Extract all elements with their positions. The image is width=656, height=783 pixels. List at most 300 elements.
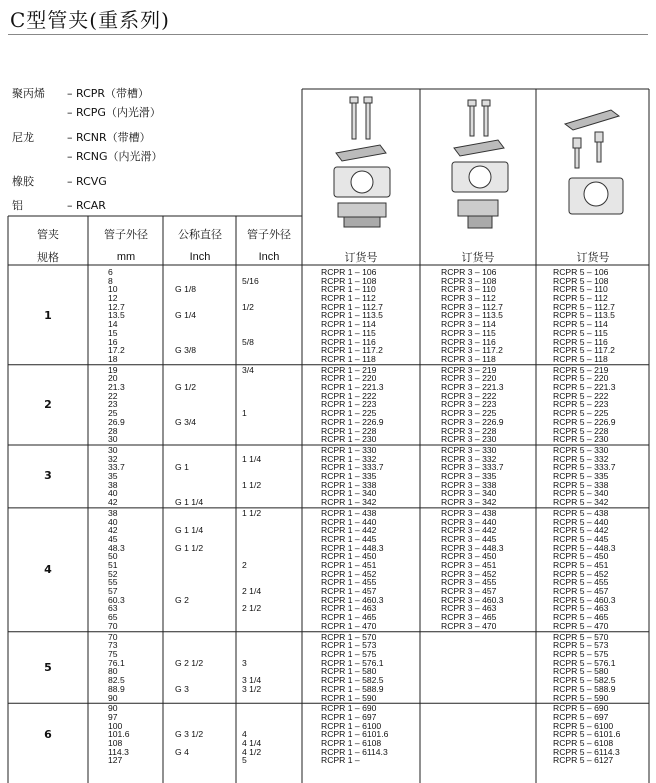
table-cell: RCPR 1 – 450 (321, 551, 377, 562)
nominal-inch-column (175, 366, 196, 444)
table-cell: RCPR 3 – 463 (441, 603, 497, 614)
table-cell: 38 (108, 479, 118, 490)
table-cell: RCPR 3 – 455 (441, 577, 497, 588)
table-cell: RCPR 5 – 228 (553, 425, 609, 436)
table-cell: 101.6 (108, 729, 130, 740)
table-cell: RCPR 3 – 330 (441, 445, 497, 455)
table-cell: RCPR 5 – 230 (553, 434, 609, 445)
table-cell: RCPR 3 – 465 (441, 612, 497, 623)
table-cell: 42 (108, 497, 118, 508)
table-cell: 1 1/2 (242, 507, 262, 518)
table-cell: RCPR 5 – 6101.6 (553, 729, 621, 740)
table-cell: RCPR 5 – 570 (553, 631, 609, 642)
header-od-unit: mm (116, 251, 136, 263)
table-cell: RCPR 3 – 114 (441, 319, 496, 330)
material-name: 聚丙烯 (12, 87, 45, 100)
table-cell: G 3 1/2 (175, 729, 204, 740)
table-cell: RCPR 1 – 580 (321, 666, 377, 677)
table-cell: RCPR 1 – 340 (321, 488, 377, 499)
order-no-3-column (441, 509, 504, 631)
table-cell (242, 570, 261, 579)
order-no-3-column (441, 366, 504, 444)
header-clamp-size: 规格 (37, 251, 59, 264)
table-cell: 1 (242, 408, 247, 419)
table-cell (242, 694, 261, 703)
table-cell: RCPR 3 – 342 (441, 497, 497, 508)
table-cell: 42 (108, 525, 118, 536)
table-cell: 127 (108, 755, 123, 766)
table-cell: RCPR 3 – 117.2 (441, 345, 503, 356)
table-cell: RCPR 3 – 448.3 (441, 542, 504, 553)
material-row (12, 197, 106, 213)
table-cell: RCPR 1 – 690 (321, 703, 377, 714)
nominal-inch-column (175, 704, 203, 765)
material-code: – RCNR（带槽） (67, 131, 151, 144)
table-cell: RCPR 1 – 223 (321, 399, 377, 410)
table-cell (242, 633, 261, 642)
table-cell: 13.5 (108, 310, 125, 321)
table-cell: RCPR 5 – 697 (553, 711, 609, 722)
table-cell: 32 (108, 453, 118, 464)
table-cell: G 1/8 (175, 284, 197, 295)
table-cell: RCPR 5 – 455 (553, 577, 609, 588)
table-cell: RCPR 5 – 465 (553, 612, 609, 623)
table-cell: RCPR 1 – 448.3 (321, 542, 384, 553)
table-cell: RCPR 1 – 588.9 (321, 683, 384, 694)
table-cell: 5/8 (242, 336, 254, 347)
table-cell: RCPR 3 – 451 (441, 560, 497, 571)
table-cell (242, 526, 261, 535)
header-nominal: 公称直径 (178, 228, 222, 241)
table-cell: RCPR 5 – 582.5 (553, 675, 616, 686)
table-cell: RCPR 1 – 445 (321, 533, 377, 544)
table-cell (175, 704, 203, 713)
table-cell: RCPR 3 – 110 (441, 284, 496, 295)
table-cell: RCPR 5 – 342 (553, 497, 609, 508)
table-cell (175, 435, 196, 444)
order-no-1-column (321, 268, 383, 364)
table-cell (175, 392, 196, 401)
table-cell: G 1/2 (175, 382, 197, 393)
table-cell: 57 (108, 586, 118, 597)
table-cell: RCPR 3 – 333.7 (441, 462, 504, 473)
table-cell (242, 374, 254, 383)
table-cell: 14 (108, 319, 118, 330)
material-row (12, 173, 107, 189)
table-cell: RCPR 1 – 342 (321, 497, 377, 508)
table-cell: RCPR 3 – 219 (441, 364, 497, 375)
table-cell: RCPR 3 – 338 (441, 479, 497, 490)
table-cell: 114.3 (108, 746, 129, 757)
table-cell: 40 (108, 488, 118, 499)
table-cell: RCPR 3 – 470 (441, 620, 497, 631)
table-cell: 10 (108, 284, 118, 295)
table-cell: G 1/4 (175, 310, 197, 321)
table-cell: 90 (108, 703, 118, 714)
clamp-size: 6 (44, 727, 52, 741)
table-cell: RCPR 1 – 113.5 (321, 310, 383, 321)
table-cell: 73 (108, 640, 118, 651)
table-cell (242, 311, 259, 320)
table-cell: RCPR 3 – 112.7 (441, 301, 503, 312)
table-cell (175, 604, 203, 613)
table-cell: G 1 1/4 (175, 525, 204, 536)
order-no-5-column (553, 509, 616, 631)
table-cell (175, 622, 203, 631)
table-cell: RCPR 1 – 440 (321, 516, 377, 527)
table-cell: RCPR 5 – 116 (553, 336, 608, 347)
table-cell: RCPR 1 – 114 (321, 319, 376, 330)
od-inch-column (242, 366, 254, 444)
table-cell: RCPR 5 – 442 (553, 525, 609, 536)
od-mm-column (108, 446, 125, 507)
table-cell (242, 535, 261, 544)
material-code: – RCAR (67, 199, 106, 212)
table-cell: RCPR 5 – 690 (553, 703, 609, 714)
table-cell: 2 (242, 560, 247, 571)
table-cell: G 1 1/2 (175, 542, 204, 553)
table-cell: 12 (108, 293, 118, 304)
nominal-inch-column (175, 509, 203, 631)
table-cell: RCPR 3 – 457 (441, 586, 497, 597)
table-cell: 108 (108, 738, 123, 749)
table-cell (242, 418, 254, 427)
table-cell: 1 1/2 (242, 479, 262, 490)
table-cell: RCPR 3 – 450 (441, 551, 497, 562)
table-cell: 5 (242, 755, 247, 766)
table-cell: RCPR 5 – 452 (553, 568, 609, 579)
table-cell: RCPR 3 – 230 (441, 434, 497, 445)
table-cell (175, 613, 203, 622)
table-cell: RCPR 3 – 225 (441, 408, 497, 419)
table-cell: RCPR 1 – 222 (321, 390, 377, 401)
table-cell: 1 1/4 (242, 453, 262, 464)
table-cell: RCPR 3 – 452 (441, 568, 497, 579)
table-cell: 60.3 (108, 594, 125, 605)
table-cell: 70 (108, 631, 118, 642)
order-no-1-column (321, 366, 384, 444)
table-cell: RCPR 3 – 460.3 (441, 594, 504, 605)
table-cell: RCPR 5 – 573 (553, 640, 609, 651)
table-cell (242, 383, 254, 392)
table-cell: 15 (108, 327, 118, 338)
table-cell (175, 355, 196, 364)
table-cell: RCPR 1 – 573 (321, 640, 377, 651)
table-cell (175, 561, 203, 570)
table-cell (242, 713, 261, 722)
table-cell: RCPR 3 – 438 (441, 507, 497, 518)
table-cell: 1/2 (242, 301, 254, 312)
table-cell (242, 285, 259, 294)
od-inch-column (242, 509, 261, 631)
table-cell: 55 (108, 577, 118, 588)
material-row (12, 148, 163, 164)
table-cell: RCPR 3 – 445 (441, 533, 497, 544)
table-cell: RCPR 3 – 118 (441, 353, 496, 364)
table-cell: 33.7 (108, 462, 125, 473)
table-cell: RCPR 5 – 112.7 (553, 301, 615, 312)
material-code: – RCPG（内光滑） (67, 106, 161, 119)
table-cell: 19 (108, 364, 118, 375)
table-cell: RCPR 1 – 6108 (321, 738, 382, 749)
table-cell (175, 641, 203, 650)
table-cell: RCPR 5 – 6127 (553, 755, 614, 766)
table-cell: RCPR 1 – 576.1 (321, 657, 384, 668)
table-cell: 51 (108, 560, 118, 571)
material-row (12, 129, 151, 145)
table-cell: RCPR 1 – 582.5 (321, 675, 384, 686)
table-cell: RCPR 5 – 588.9 (553, 683, 616, 694)
order-no-5-column (553, 704, 620, 765)
table-cell: 5/16 (242, 275, 259, 286)
nominal-inch-column (175, 446, 203, 507)
table-cell: RCPR 5 – 106 (553, 267, 609, 277)
clamp-type3-illustration (440, 98, 520, 238)
table-cell (175, 294, 196, 303)
table-cell: G 2 (175, 594, 189, 605)
order-no-1-column (321, 509, 384, 631)
table-cell: G 1 (175, 462, 189, 473)
table-cell: RCPR 1 – 697 (321, 711, 377, 722)
table-cell: 82.5 (108, 675, 125, 686)
order-no-5-column (553, 446, 616, 507)
clamp-type1-illustration (322, 95, 402, 243)
table-cell: RCPR 5 – 448.3 (553, 542, 616, 553)
table-cell: RCPR 1 – 220 (321, 373, 377, 384)
table-cell: RCPR 5 – 219 (553, 364, 609, 375)
table-cell: G 3/4 (175, 416, 197, 427)
clamp-size: 5 (44, 660, 52, 674)
title-divider (8, 34, 648, 35)
table-cell: RCPR 1 – 575 (321, 649, 377, 660)
table-cell (175, 570, 203, 579)
table-cell: 16 (108, 336, 118, 347)
table-cell: RCPR 1 – 6114.3 (321, 746, 388, 757)
table-cell: RCPR 5 – 113.5 (553, 310, 615, 321)
table-cell: 97 (108, 711, 118, 722)
table-cell: RCPR 3 – 106 (441, 267, 497, 277)
table-cell: 100 (108, 720, 123, 731)
table-cell: RCPR 5 – 333.7 (553, 462, 616, 473)
table-cell: RCPR 1 – 117.2 (321, 345, 383, 356)
table-cell (242, 392, 254, 401)
table-cell: RCPR 1 – 460.3 (321, 594, 384, 605)
table-cell: RCPR 5 – 335 (553, 471, 609, 482)
table-cell: RCPR 5 – 438 (553, 507, 609, 518)
table-cell: RCPR 3 – 222 (441, 390, 497, 401)
material-code: – RCNG（内光滑） (67, 150, 163, 163)
table-cell: RCPR 5 – 440 (553, 516, 609, 527)
table-cell (175, 578, 203, 587)
table-cell: RCPR 5 – 450 (553, 551, 609, 562)
page-title: C型管夹(重系列) (10, 8, 170, 32)
table-cell (242, 613, 261, 622)
table-cell: 17.2 (108, 345, 125, 356)
material-row (12, 104, 161, 120)
table-cell: RCPR 3 – 115 (441, 327, 496, 338)
table-cell: RCPR 5 – 221.3 (553, 382, 616, 393)
table-cell: 3 (242, 657, 247, 668)
table-cell: RCPR 1 – (321, 755, 360, 766)
nominal-inch-column (175, 268, 196, 364)
table-cell: RCPR 5 – 115 (553, 327, 608, 338)
table-cell: RCPR 3 – 335 (441, 471, 497, 482)
table-cell: RCPR 3 – 223 (441, 399, 497, 410)
table-cell: RCPR 1 – 226.9 (321, 416, 384, 427)
table-cell (175, 756, 203, 765)
header-od: 管子外径 (104, 228, 148, 241)
table-cell: RCPR 5 – 445 (553, 533, 609, 544)
table-cell: G 3/8 (175, 345, 197, 356)
table-cell: RCPR 5 – 114 (553, 319, 608, 330)
od-inch-column (242, 446, 261, 507)
table-cell: RCPR 5 – 580 (553, 666, 609, 677)
table-cell: RCPR 3 – 220 (441, 373, 497, 384)
table-cell: RCPR 5 – 576.1 (553, 657, 616, 668)
table-cell: G 3 (175, 683, 189, 694)
table-cell (175, 667, 203, 676)
table-cell: RCPR 5 – 6114.3 (553, 746, 620, 757)
table-cell: RCPR 5 – 223 (553, 399, 609, 410)
table-cell: 35 (108, 471, 118, 482)
table-cell: RCPR 1 – 438 (321, 507, 377, 518)
table-cell: RCPR 1 – 221.3 (321, 382, 384, 393)
order-no-5-column (553, 268, 615, 364)
table-cell: RCPR 3 – 226.9 (441, 416, 504, 427)
table-cell: 4 (242, 729, 247, 740)
table-cell: RCPR 5 – 118 (553, 353, 608, 364)
table-cell: RCPR 1 – 590 (321, 692, 377, 703)
table-cell: RCPR 5 – 110 (553, 284, 608, 295)
table-cell: RCPR 1 – 110 (321, 284, 376, 295)
od-mm-column (108, 366, 125, 444)
table-cell: 50 (108, 551, 118, 562)
table-cell (242, 320, 259, 329)
table-cell: RCPR 1 – 116 (321, 336, 376, 347)
table-cell (175, 320, 196, 329)
table-cell: 21.3 (108, 382, 125, 393)
table-cell (175, 694, 203, 703)
table-cell: RCPR 5 – 117.2 (553, 345, 615, 356)
table-cell: 18 (108, 353, 118, 364)
table-cell: 26.9 (108, 416, 125, 427)
table-cell (175, 472, 203, 481)
od-mm-column (108, 268, 125, 364)
table-cell (175, 713, 203, 722)
table-cell: RCPR 5 – 6100 (553, 720, 614, 731)
table-cell: RCPR 1 – 455 (321, 577, 377, 588)
table-cell (175, 427, 196, 436)
table-cell: RCPR 1 – 112.7 (321, 301, 383, 312)
od-mm-column (108, 633, 125, 703)
table-cell: G 4 (175, 746, 189, 757)
table-cell: 38 (108, 507, 118, 518)
table-cell: RCPR 5 – 330 (553, 445, 609, 455)
table-cell: RCPR 1 – 225 (321, 408, 377, 419)
table-cell: RCPR 3 – 108 (441, 275, 497, 286)
table-cell: RCPR 1 – 465 (321, 612, 377, 623)
header-od-inch-unit: Inch (258, 251, 280, 263)
table-cell: RCPR 1 – 451 (321, 560, 377, 571)
table-cell (175, 633, 203, 642)
table-cell: RCPR 1 – 333.7 (321, 462, 384, 473)
table-cell: RCPR 1 – 332 (321, 453, 377, 464)
order-no-1-column (321, 704, 388, 765)
material-code: – RCVG (67, 175, 107, 188)
table-cell (175, 366, 196, 375)
table-cell: RCPR 5 – 590 (553, 692, 609, 703)
table-cell: RCPR 3 – 112 (441, 293, 496, 304)
table-cell: RCPR 1 – 457 (321, 586, 377, 597)
header-order-5: 订货号 (576, 251, 610, 264)
table-cell: 8 (108, 275, 113, 286)
header-nominal-unit: Inch (189, 251, 211, 263)
table-cell (175, 509, 203, 518)
table-cell: 12.7 (108, 301, 125, 312)
clamp-size: 2 (44, 397, 52, 411)
table-cell: RCPR 5 – 457 (553, 586, 609, 597)
table-cell: RCPR 1 – 228 (321, 425, 377, 436)
table-cell: RCPR 1 – 330 (321, 445, 377, 455)
table-cell: RCPR 1 – 115 (321, 327, 376, 338)
table-cell: 22 (108, 390, 118, 401)
table-cell: 52 (108, 568, 118, 579)
clamp-type5-illustration (555, 102, 635, 222)
table-cell: RCPR 5 – 332 (553, 453, 609, 464)
table-cell: 30 (108, 445, 118, 455)
table-cell (175, 552, 203, 561)
table-cell: RCPR 1 – 442 (321, 525, 377, 536)
table-cell: 28 (108, 425, 118, 436)
table-cell: RCPR 5 – 451 (553, 560, 609, 571)
table-cell (242, 622, 261, 631)
table-cell: RCPR 5 – 222 (553, 390, 609, 401)
clamp-size: 4 (44, 562, 52, 576)
clamp-size: 1 (44, 308, 52, 322)
table-cell: RCPR 3 – 340 (441, 488, 497, 499)
table-cell: RCPR 5 – 226.9 (553, 416, 616, 427)
material-name: 尼龙 (12, 131, 34, 144)
material-code: – RCPR（带槽） (67, 87, 150, 100)
od-mm-column (108, 704, 130, 765)
table-cell: RCPR 1 – 106 (321, 267, 377, 277)
table-cell (242, 489, 261, 498)
table-cell: RCPR 1 – 108 (321, 275, 377, 286)
order-no-5-column (553, 633, 616, 703)
table-cell (242, 435, 254, 444)
table-cell (242, 544, 261, 553)
header-order-1: 订货号 (344, 251, 378, 264)
table-cell: G 1 1/4 (175, 497, 204, 508)
material-name: 橡胶 (12, 175, 34, 188)
table-cell (175, 446, 203, 455)
table-cell: 3 1/2 (242, 683, 262, 694)
table-cell (242, 463, 261, 472)
table-cell: RCPR 1 – 6100 (321, 720, 382, 731)
od-mm-column (108, 509, 125, 631)
od-inch-column (242, 268, 259, 364)
material-row (12, 85, 149, 101)
od-inch-column (242, 704, 261, 765)
material-name: 铝 (12, 199, 23, 212)
table-cell (242, 704, 261, 713)
table-cell: 48.3 (108, 542, 125, 553)
table-cell: 6 (108, 267, 113, 277)
table-cell: 63 (108, 603, 118, 614)
order-no-1-column (321, 446, 384, 507)
table-cell: RCPR 1 – 230 (321, 434, 377, 445)
table-cell: 70 (108, 620, 118, 631)
